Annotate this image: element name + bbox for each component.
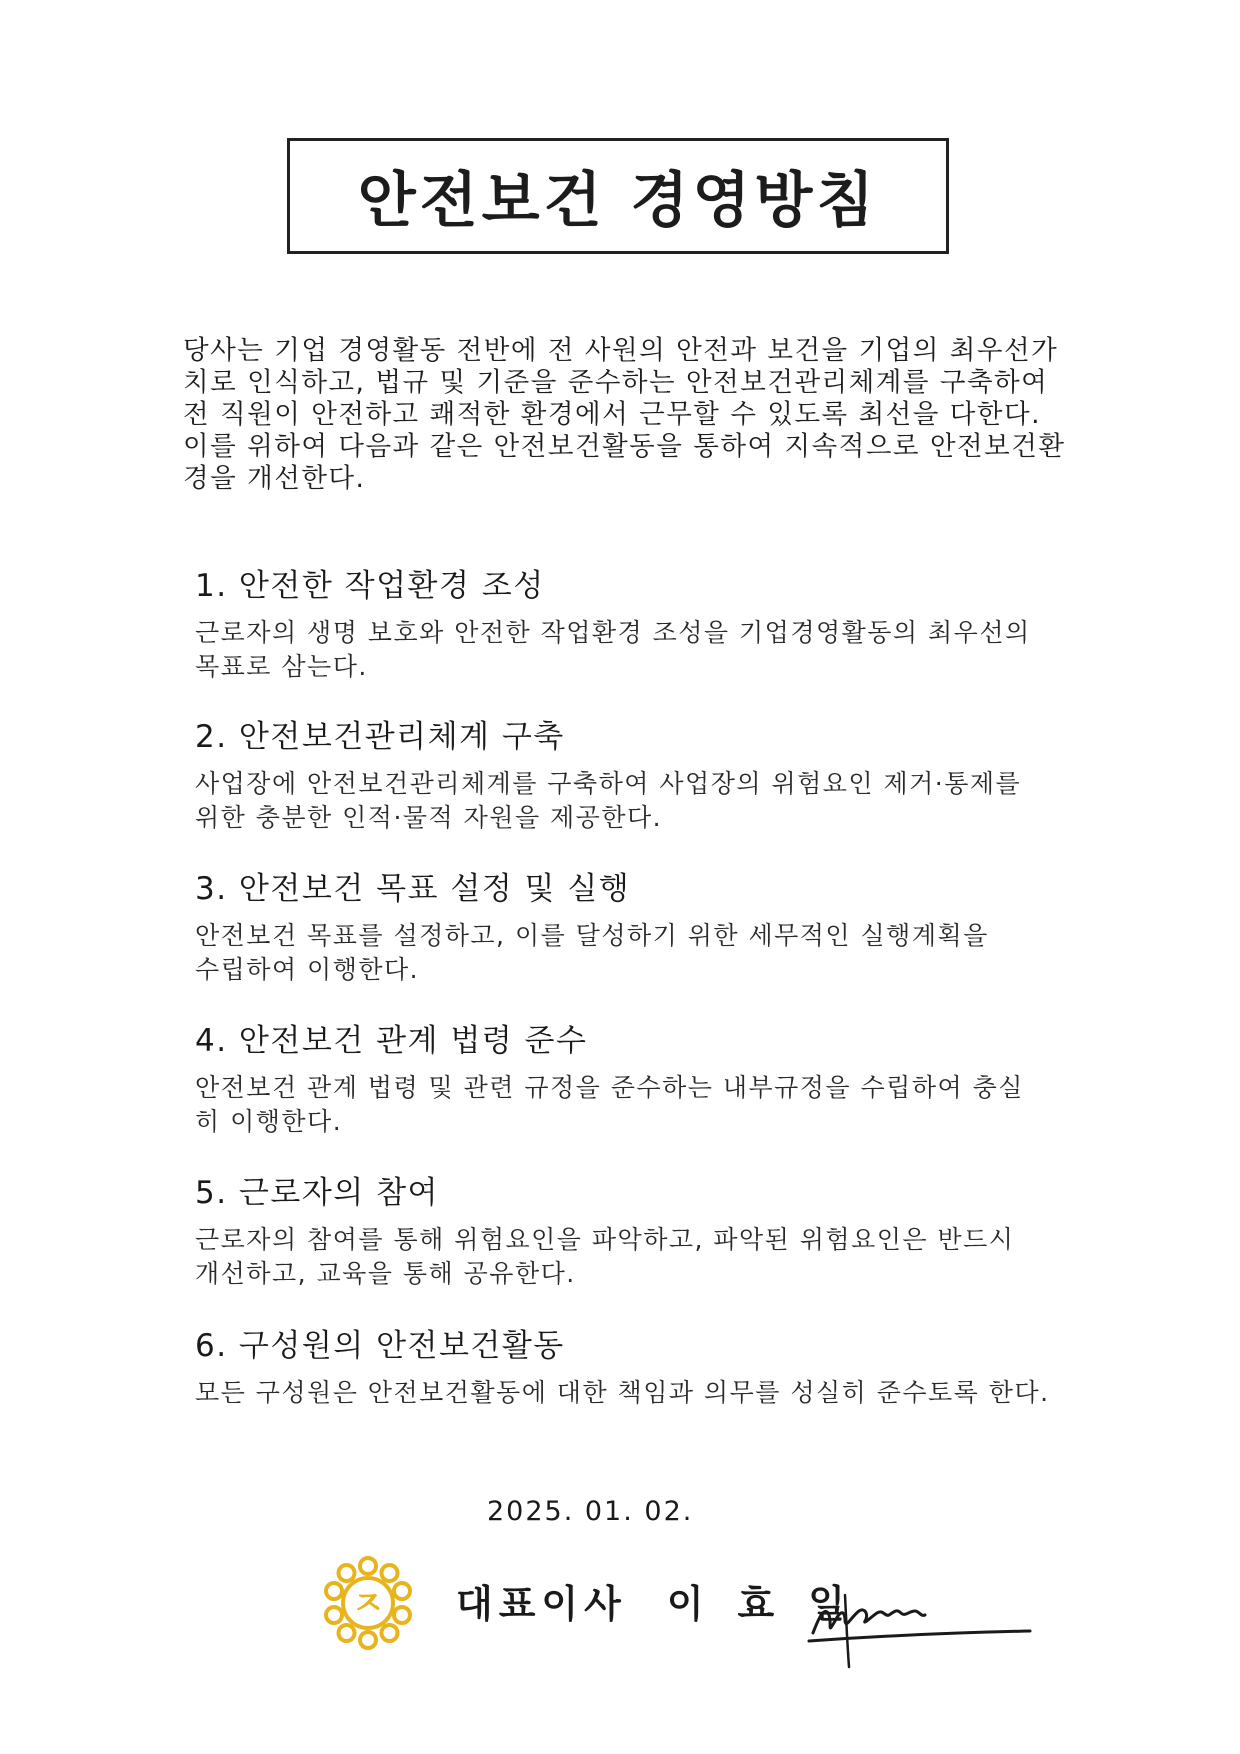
- section-body: [195, 616, 1095, 684]
- section-body: [195, 1223, 1095, 1291]
- policy-section-1: [195, 566, 1095, 684]
- policy-section-3: [195, 869, 1095, 987]
- section-heading: 1. 안전한 작업환경 조성: [195, 568, 545, 604]
- ceo-title: 대표이사: [456, 1582, 627, 1626]
- intro-line: 당사는 기업 경영활동 전반에 전 사원의 안전과 보건을 기업의 최우선가: [183, 335, 1059, 366]
- policy-section-2: [195, 717, 1095, 835]
- section-line: 근로자의 생명 보호와 안전한 작업환경 조성을 기업경영활동의 최우선의: [195, 618, 1031, 647]
- section-line: 안전보건 관계 법령 및 관련 규정을 준수하는 내부규정을 수립하여 충실: [195, 1073, 1024, 1102]
- policy-section-5: [195, 1173, 1095, 1291]
- section-heading: 2. 안전보건관리체계 구축: [195, 719, 565, 755]
- section-line: 모든 구성원은 안전보건활동에 대한 책임과 의무를 성실히 준수토록 한다.: [195, 1378, 1050, 1407]
- policy-section-4: [195, 1021, 1095, 1139]
- section-line: 위한 충분한 인적·물적 자원을 제공한다.: [195, 803, 663, 832]
- section-body: [195, 919, 1095, 987]
- intro-line: 이를 위하여 다음과 같은 안전보건활동을 통하여 지속적으로 안전보건환: [183, 431, 1066, 462]
- section-line: 개선하고, 교육을 통해 공유한다.: [195, 1259, 576, 1288]
- policy-section-6: [195, 1326, 1095, 1410]
- section-line: 수립하여 이행한다.: [195, 955, 420, 984]
- title-box: [287, 138, 949, 254]
- intro-line: 치로 인식하고, 법규 및 기준을 준수하는 안전보건관리체계를 구축하여: [183, 367, 1049, 398]
- section-line: 히 이행한다.: [195, 1107, 343, 1136]
- intro-line: 경을 개선한다.: [183, 463, 366, 494]
- company-seal-icon: [318, 1553, 418, 1653]
- section-heading: 4. 안전보건 관계 법령 준수: [195, 1023, 588, 1059]
- intro-line: 전 직원이 안전하고 쾌적한 환경에서 근무할 수 있도록 최선을 다한다.: [183, 399, 1042, 430]
- ceo-name: 이효일: [666, 1582, 879, 1626]
- section-line: 목표로 삼는다.: [195, 652, 368, 681]
- section-body: [195, 1376, 1095, 1410]
- section-heading: 5. 근로자의 참여: [195, 1175, 439, 1211]
- section-line: 근로자의 참여를 통해 위험요인을 파악하고, 파악된 위험요인은 반드시: [195, 1225, 1015, 1254]
- page-title: 안전보건 경영방침: [357, 166, 879, 236]
- intro-paragraph: [183, 335, 1083, 495]
- issue-date: 2025. 01. 02.: [487, 1496, 694, 1527]
- section-line: 사업장에 안전보건관리체계를 구축하여 사업장의 위험요인 제거·통제를: [195, 769, 1022, 798]
- section-body: [195, 1071, 1095, 1139]
- section-line: 안전보건 목표를 설정하고, 이를 달성하기 위한 세무적인 실행계획을: [195, 921, 989, 950]
- section-heading: 3. 안전보건 목표 설정 및 실행: [195, 871, 631, 907]
- svg-text:ㅈ: ㅈ: [351, 1584, 385, 1624]
- section-body: [195, 767, 1095, 835]
- handwritten-signature: [805, 1555, 1045, 1675]
- section-heading: 6. 구성원의 안전보건활동: [195, 1328, 565, 1364]
